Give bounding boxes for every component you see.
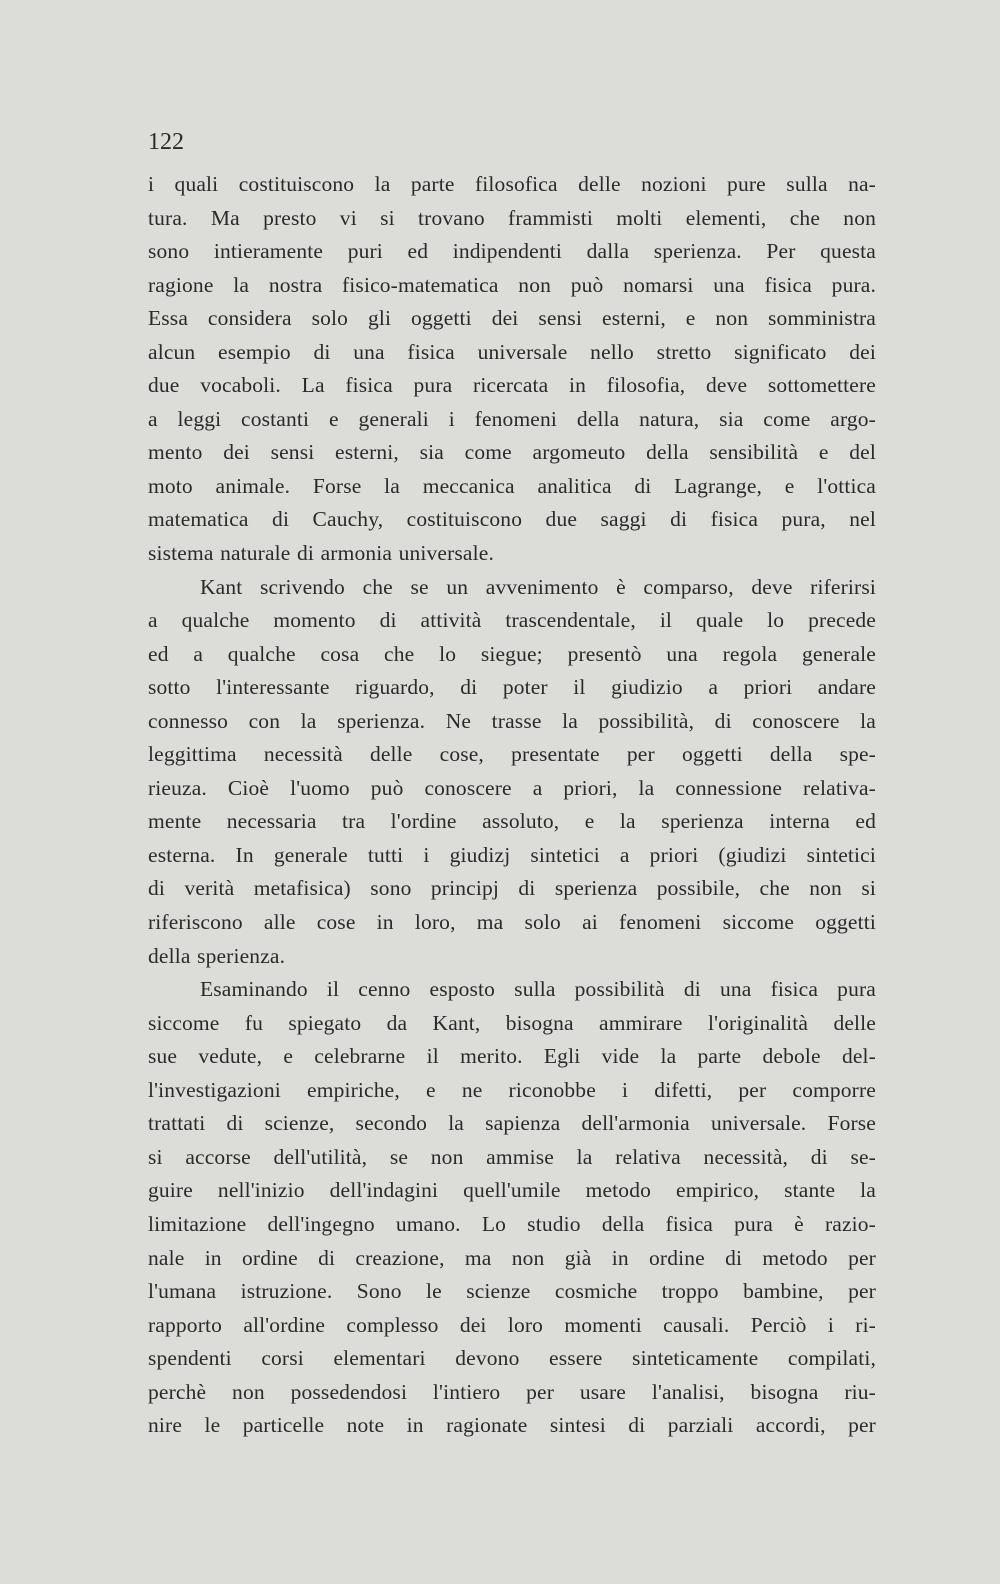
text-line: tura. Ma presto vi si trovano frammisti molti elementi, che non — [148, 205, 876, 230]
text-line: esterna. In generale tutti i giudizj sintetici a priori (giudizi sintetici — [148, 842, 876, 867]
text-line: sistema naturale di armonia universale. — [148, 541, 494, 566]
text-line: siccome fu spiegato da Kant, bisogna ammirare l'originalità delle — [148, 1010, 876, 1035]
text-line: a leggi costanti e generali i fenomeni della natura, sia come argo- — [148, 406, 876, 431]
text-line: guire nell'inizio dell'indagini quell'umile metodo empirico, stante la — [148, 1178, 876, 1203]
text-line: sotto l'interessante riguardo, di poter il giudizio a priori andare — [148, 675, 876, 700]
text-line: mento dei sensi esterni, sia come argomeuto della sensibilità e del — [148, 440, 876, 465]
text-line: nire le particelle note in ragionate sintesi di parziali accordi, per — [148, 1413, 876, 1438]
text-line: leggittima necessità delle cose, presentate per oggetti della spe- — [148, 742, 876, 767]
text-line: mente necessaria tra l'ordine assoluto, e la sperienza interna ed — [148, 809, 876, 834]
text-line: spendenti corsi elementari devono essere sinteticamente compilati, — [148, 1346, 876, 1371]
text-line: rieuza. Cioè l'uomo può conoscere a priori, la connessione relativa- — [148, 775, 876, 800]
paragraph-2 — [148, 571, 876, 974]
text-line: riferiscono alle cose in loro, ma solo ai fenomeni siccome oggetti — [148, 910, 876, 935]
text-line: Esaminando il cenno esposto sulla possibilità di una fisica pura — [200, 977, 876, 1002]
text-line: connesso con la sperienza. Ne trasse la possibilità, di conoscere la — [148, 708, 876, 733]
text-line: sono intieramente puri ed indipendenti dalla sperienza. Per questa — [148, 239, 876, 264]
text-line: l'investigazioni empiriche, e ne riconobbe i difetti, per comporre — [148, 1077, 876, 1102]
text-line: rapporto all'ordine complesso dei loro momenti causali. Perciò i ri- — [148, 1312, 876, 1337]
text-line: ragione la nostra fisico-matematica non può nomarsi una fisica pura. — [148, 272, 876, 297]
text-line: trattati di scienze, secondo la sapienza dell'armonia universale. Forse — [148, 1111, 876, 1136]
text-line: nale in ordine di creazione, ma non già in ordine di metodo per — [148, 1245, 876, 1270]
text-line: perchè non possedendosi l'intiero per usare l'analisi, bisogna riu- — [148, 1379, 876, 1404]
paragraph-1 — [148, 168, 876, 571]
text-line: Kant scrivendo che se un avvenimento è comparso, deve riferirsi — [200, 574, 876, 599]
text-line: alcun esempio di una fisica universale nello stretto significato dei — [148, 339, 876, 364]
text-line: ed a qualche cosa che lo siegue; presentò una regola generale — [148, 641, 876, 666]
body-text — [148, 168, 876, 1443]
text-line: di verità metafisica) sono principj di sperienza possibile, che non si — [148, 876, 876, 901]
text-line: due vocaboli. La fisica pura ricercata in filosofia, deve sottomettere — [148, 373, 876, 398]
text-line: l'umana istruzione. Sono le scienze cosmiche troppo bambine, per — [148, 1279, 876, 1304]
text-line: si accorse dell'utilità, se non ammise la relativa necessità, di se- — [148, 1144, 876, 1169]
text-line: i quali costituiscono la parte filosofica delle nozioni pure sulla na- — [148, 172, 876, 196]
text-line: a qualche momento di attività trascendentale, il quale lo precede — [148, 608, 876, 633]
text-line: limitazione dell'ingegno umano. Lo studio della fisica pura è razio- — [148, 1211, 876, 1236]
text-line: moto animale. Forse la meccanica analitica di Lagrange, e l'ottica — [148, 473, 876, 498]
text-line: sue vedute, e celebrarne il merito. Egli vide la parte debole del- — [148, 1044, 876, 1069]
text-line: della sperienza. — [148, 943, 286, 968]
text-line: Essa considera solo gli oggetti dei sensi esterni, e non somministra — [148, 306, 876, 331]
page-number: 122 — [148, 129, 184, 155]
text-line: matematica di Cauchy, costituiscono due saggi di fisica pura, nel — [148, 507, 876, 532]
paragraph-3 — [148, 973, 876, 1443]
